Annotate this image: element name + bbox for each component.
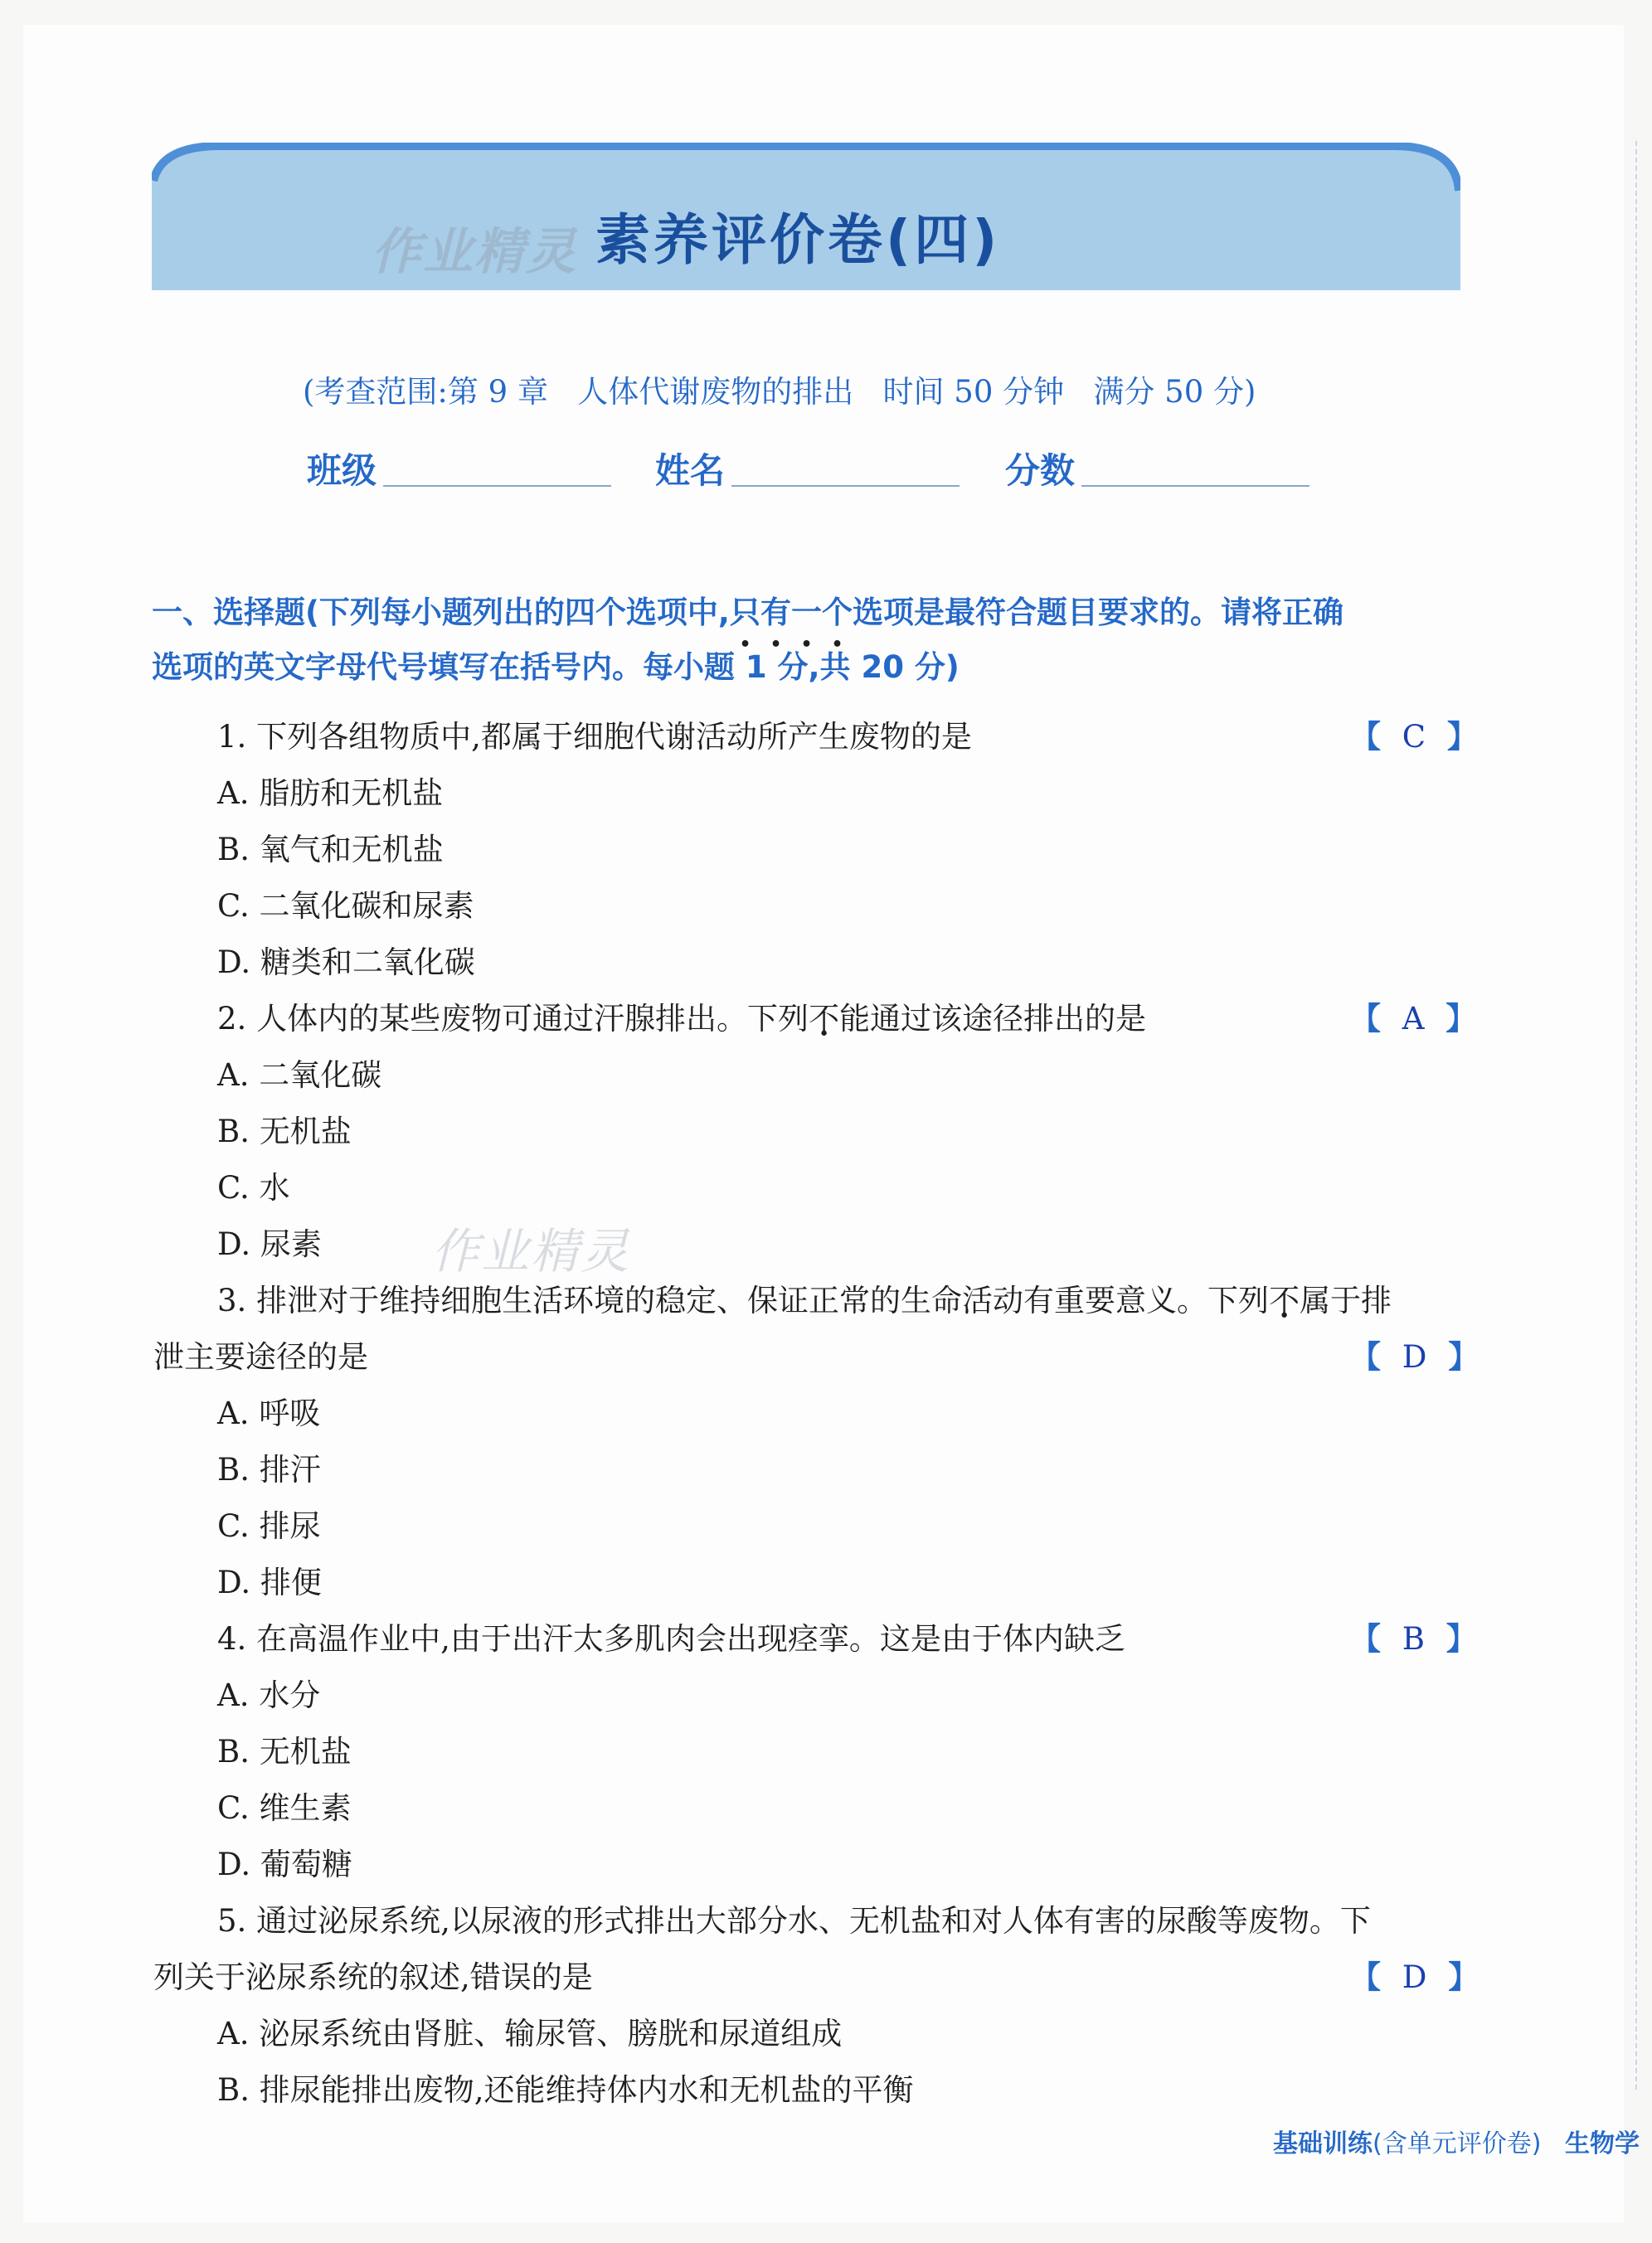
- answer-letter: A: [1402, 1001, 1425, 1037]
- option: D. 葡萄糖: [217, 1847, 352, 1882]
- section-heading-part1: 一、选择题(下列每小题列出的四个选项中,: [152, 595, 730, 630]
- page-footer: [1273, 2123, 1640, 2159]
- stem-part: 3. 排泄对于维持细胞生活环境的稳定、保证正常的生命活动有重要意义。下列: [217, 1283, 1270, 1318]
- question-5-stem-cont: 列关于泌尿系统的叙述,错误的是: [153, 1959, 593, 1995]
- title-banner: [152, 143, 1460, 290]
- emphasis-char: 个: [821, 595, 853, 630]
- watermark-logo: 作业精灵: [372, 223, 577, 281]
- footer-note: (含单元评价卷): [1373, 2129, 1542, 2158]
- option: A. 呼吸: [217, 1396, 321, 1431]
- question-2-answer: 【 A 】: [1350, 1001, 1477, 1037]
- question-1-stem: 1. 下列各组物质中,都属于细胞代谢活动所产生废物的是: [217, 719, 972, 755]
- option: A. 水分: [217, 1677, 321, 1713]
- option: B. 无机盐: [217, 1114, 352, 1149]
- stem-part: 能通过该途径排出的是: [839, 1001, 1147, 1037]
- option: D. 糖类和二氧化碳: [217, 944, 475, 980]
- answer-letter: D: [1402, 1959, 1427, 1995]
- option: C. 排尿: [217, 1508, 321, 1544]
- question-5-answer: 【 D 】: [1350, 1959, 1480, 1995]
- emphasis-char: 只: [729, 595, 760, 630]
- option: B. 无机盐: [217, 1734, 352, 1770]
- option: C. 水: [217, 1170, 290, 1206]
- footer-book: 基础训练: [1273, 2129, 1373, 2158]
- page-title: 素养评价卷(四): [595, 208, 1001, 272]
- page-edge-divider: [1633, 141, 1637, 2090]
- option: A. 泌尿系统由肾脏、输尿管、膀胱和尿道组成: [217, 2016, 843, 2051]
- stem-part: 属于排: [1300, 1283, 1392, 1318]
- score-label: 分数: [1005, 450, 1076, 491]
- class-field[interactable]: [383, 485, 611, 487]
- option: A. 二氧化碳: [217, 1057, 382, 1093]
- question-2-stem: [217, 993, 1146, 1038]
- name-label: 姓名: [655, 450, 726, 491]
- class-label: 班级: [307, 450, 377, 491]
- emphasis-char: 不: [809, 1001, 840, 1037]
- option: A. 脂肪和无机盐: [217, 775, 444, 811]
- question-4-stem: 4. 在高温作业中,由于出汗太多肌肉会出现痉挛。这是由于体内缺乏: [217, 1621, 1125, 1657]
- option: C. 维生素: [217, 1790, 352, 1826]
- question-4-answer: 【 B 】: [1350, 1621, 1477, 1657]
- score-field[interactable]: [1081, 485, 1309, 487]
- option: B. 氧气和无机盐: [217, 832, 444, 867]
- emphasis-char: 不: [1269, 1283, 1300, 1318]
- option: D. 排便: [217, 1565, 322, 1600]
- question-5-stem: 5. 通过泌尿系统,以尿液的形式排出大部分水、无机盐和对人体有害的尿酸等废物。下: [217, 1903, 1371, 1939]
- answer-letter: D: [1402, 1339, 1427, 1375]
- option: B. 排尿能排出废物,还能维持体内水和无机盐的平衡: [217, 2072, 914, 2108]
- question-1-answer: 【 C 】: [1350, 719, 1478, 755]
- exam-scope: (考查范围:第 9 章 人体代谢废物的排出 时间 50 分钟 满分 50 分): [303, 374, 1256, 410]
- answer-letter: B: [1402, 1621, 1425, 1657]
- section-heading: [152, 585, 1470, 695]
- footer-subject: 生物学: [1565, 2129, 1640, 2158]
- watermark-logo: 作业精灵: [431, 1223, 631, 1279]
- section-heading-part2: 选项是最符合题目要求的。请将正确: [852, 595, 1343, 630]
- question-3-stem-cont: 泄主要途径的是: [153, 1339, 368, 1375]
- answer-letter: C: [1402, 719, 1426, 755]
- question-3-answer: 【 D 】: [1350, 1339, 1480, 1375]
- name-field[interactable]: [731, 485, 960, 487]
- stem-part: 2. 人体内的某些废物可通过汗腺排出。下列: [217, 1001, 809, 1037]
- question-3-stem: [217, 1275, 1392, 1320]
- emphasis-char: 一: [790, 595, 822, 630]
- option: C. 二氧化碳和尿素: [217, 888, 474, 924]
- emphasis-char: 有: [760, 595, 791, 630]
- section-heading-part3: 选项的英文字母代号填写在括号内。每小题 1 分,共 20 分): [152, 649, 960, 685]
- option: D. 尿素: [217, 1226, 322, 1262]
- option: B. 排汗: [217, 1452, 321, 1488]
